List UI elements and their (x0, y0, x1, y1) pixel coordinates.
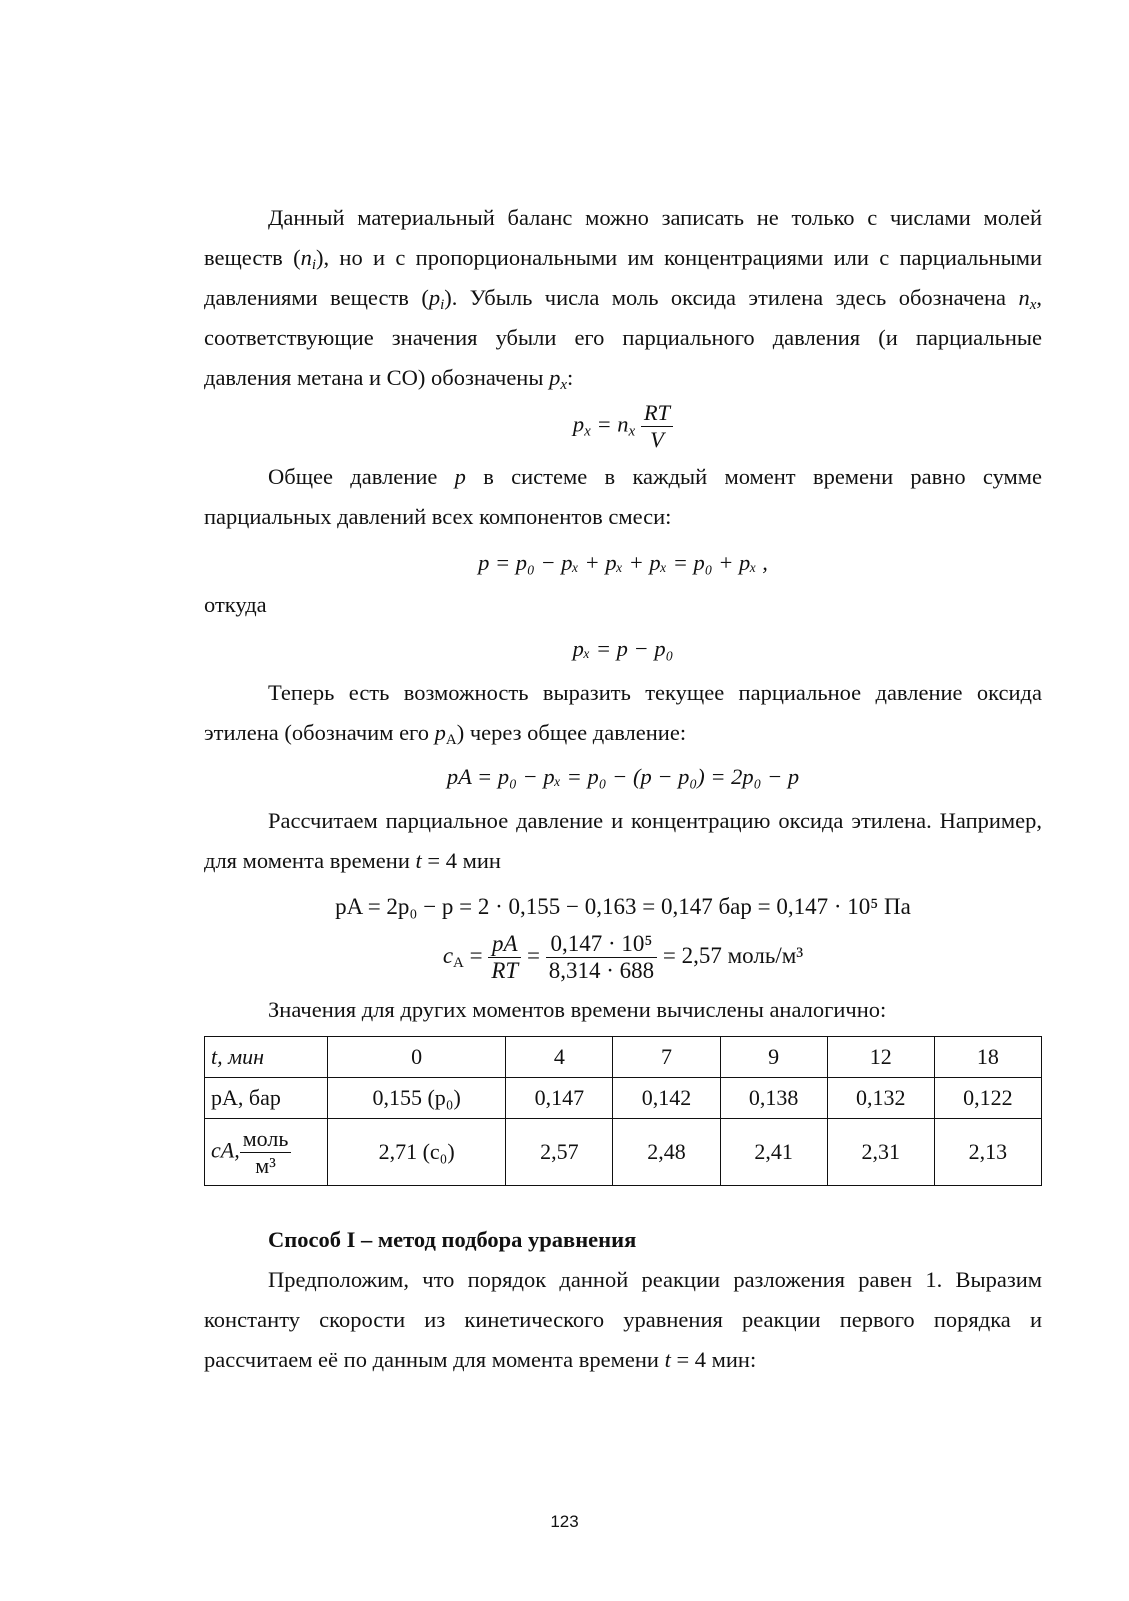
table-cell: 2,48 (613, 1119, 720, 1186)
paragraph-total-pressure: Общее давление p в системе в каждый момент времени равно сумме парциальных давлений всех компонентов смеси: (204, 464, 1042, 529)
equation-px-nx: $p_x = n_x$ $\frac{RT}{V}$ (204, 400, 1042, 453)
table-cell: 12 (827, 1037, 934, 1078)
equation-pa: pA = p₀ − pₓ = p₀ − (p − p₀) = 2p₀ − p (446, 764, 800, 789)
paragraph-first-order: Предположим, что порядок данной реакции разложения равен 1. Выразим константу скорости из кинетического уравнения реакции первого порядка и рассчитаем её по данным для момента времени t = 4 мин: (204, 1267, 1042, 1372)
table-cell: 0,138 (720, 1078, 827, 1119)
table-header-pressure: pA, бар (205, 1078, 328, 1119)
table-cell: 0 (328, 1037, 506, 1078)
table-cell: 2,41 (720, 1119, 827, 1186)
paragraph-calculate: Рассчитаем парциальное давление и концентрацию оксида этилена. Например, для момента времени t = 4 мин (204, 808, 1042, 873)
table-cell: 0,147 (506, 1078, 613, 1119)
table-cell: 18 (934, 1037, 1041, 1078)
paragraph-whence: откуда (204, 592, 267, 617)
table-header-time: t, мин (205, 1037, 328, 1078)
table-cell: 2,31 (827, 1119, 934, 1186)
table-cell: 0,132 (827, 1078, 934, 1119)
paragraph-other-values: Значения для других моментов времени вычислены аналогично: (268, 997, 887, 1022)
data-table (204, 1036, 1042, 1186)
paragraph-material-balance: Данный материальный баланс можно записать не только с числами молей веществ $(n_i)$, но и с пропорциональными им концентрациями или с парциальными давлениями веществ $(p_i)$. Убыль числа моль оксида этилена здесь обозначена $n_x$, соответствующие значения убыли его парциального давления (и парциальные давления метана и СО) обозначены $p_x$: (204, 205, 1042, 393)
equation-pa-value: pA = 2p₀ − p = 2 · 0,155 − 0,163 = 0,147 бар = 0,147 · 10⁵ Па (335, 894, 911, 919)
table-cell: 0,122 (934, 1078, 1041, 1119)
table-cell: 2,71 (c₀) (328, 1119, 506, 1186)
equation-total-pressure: p = p₀ − pₓ + pₓ + pₓ = p₀ + pₓ , (478, 550, 768, 575)
table-row-concentration (205, 1119, 1042, 1186)
equation-ca-value: $c_A$ = $\frac{pA}{RT}$ = $\frac{\text{0,147 · 10⁵}}{8,314 \cdot 688}$ = 2,57 моль/м³ (442, 931, 804, 983)
table-cell: 9 (720, 1037, 827, 1078)
table-row-time (205, 1037, 1042, 1078)
page-number: 123 (550, 1512, 579, 1531)
table-header-concentration: cA, $\frac{\text{моль}}{\text{м³}}$ (205, 1119, 328, 1186)
table-row-pressure (205, 1078, 1042, 1119)
table-cell: 2,57 (506, 1119, 613, 1186)
paragraph-express-pa: Теперь есть возможность выразить текущее парциальное давление оксида этилена (обозначим его $p_A$) через общее давление: (204, 680, 1042, 748)
table-cell: 7 (613, 1037, 720, 1078)
table-cell: 0,142 (613, 1078, 720, 1119)
table-cell: 0,155 (p₀) (328, 1078, 506, 1119)
page-content (204, 198, 1042, 1380)
section-heading: Способ I – метод подбора уравнения (268, 1227, 637, 1252)
table-cell: 4 (506, 1037, 613, 1078)
equation-px: pₓ = p − p₀ (572, 636, 674, 661)
table-cell: 2,13 (934, 1119, 1041, 1186)
